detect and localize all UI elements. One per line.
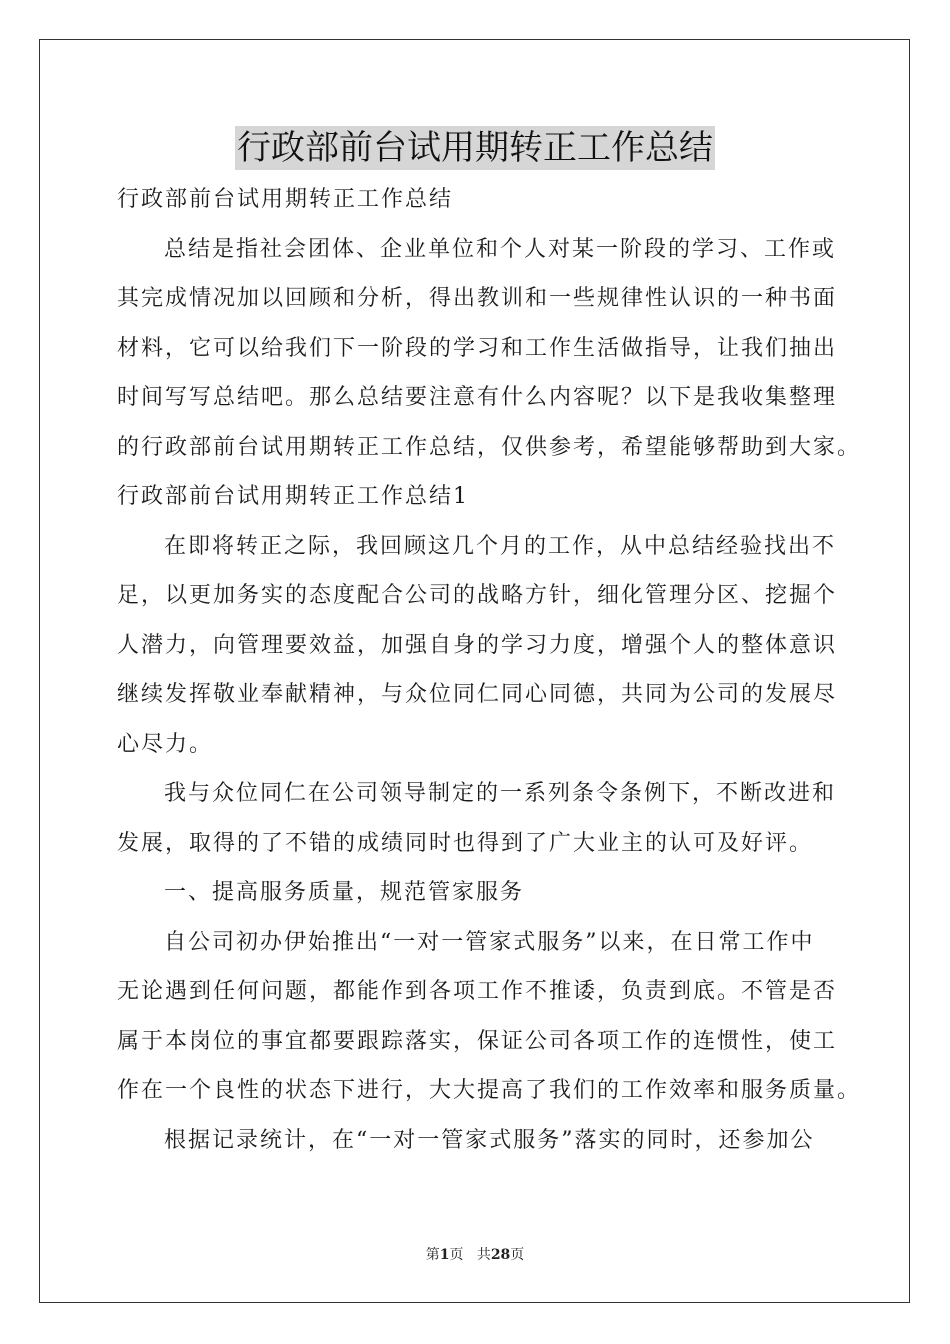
text-line: 在即将转正之际，我回顾这几个月的工作，从中总结经验找出不 [164,533,837,559]
text-line: 作在一个良性的状态下进行，大大提高了我们的工作效率和服务质量。 [117,1078,862,1103]
title-area [0,126,950,170]
text-line: 材料，它可以给我们下一阶段的学习和工作生活做指导，让我们抽出 [117,335,838,361]
text-line: 的行政部前台试用期转正工作总结，仅供参考，希望能够帮助到大家。 [117,434,862,460]
text-line: 时间写写总结吧。那么总结要注意有什么内容呢？以下是我收集整理 [117,385,838,410]
total-pages: 28 [490,1247,511,1263]
text-line: 自公司初办伊始推出“一对一管家式服务”以来，在日常工作中 [164,929,815,955]
document-title: 行政部前台试用期转正工作总结 [237,128,713,168]
text-line: 继续发挥敬业奉献精神，与众位同仁同心同德，共同为公司的发展尽 [117,682,838,707]
text-line: 心尽力。 [117,731,214,757]
text-line: 发展，取得的了不错的成绩同时也得到了广大业主的认可及好评。 [117,830,814,856]
page-footer [0,1245,950,1265]
text-line: 根据记录统计，在“一对一管家式服务”落实的同时，还参加公 [164,1127,815,1153]
text-line: 总结是指社会团体、企业单位和个人对某一阶段的学习、工作或 [164,236,837,262]
page-prefix: 第 [425,1247,440,1263]
text-line: 无论遇到任何问题，都能作到各项工作不推诿，负责到底。不管是否 [117,979,838,1004]
text-line: 行政部前台试用期转正工作总结1 [117,484,469,509]
total-prefix: 共 [476,1247,491,1263]
text-line: 行政部前台试用期转正工作总结 [117,187,454,212]
page-number: 1 [439,1247,450,1263]
text-line: 其完成情况加以回顾和分析，得出教训和一些规律性认识的一种书面 [117,286,838,311]
total-suffix: 页 [510,1247,525,1263]
document-body [117,175,862,1165]
page-suffix: 页 [449,1247,464,1263]
text-line: 人潜力，向管理要效益，加强自身的学习力度，增强个人的整体意识 [117,632,838,658]
text-line: 我与众位同仁在公司领导制定的一系列条令条例下，不断改进和 [164,781,837,806]
text-line: 一、提高服务质量，规范管家服务 [164,880,525,905]
text-line: 足，以更加务实的态度配合公司的战略方针，细化管理分区、挖掘个 [117,583,838,608]
text-line: 属于本岗位的事宜都要跟踪落实，保证公司各项工作的连惯性，使工 [117,1028,838,1054]
